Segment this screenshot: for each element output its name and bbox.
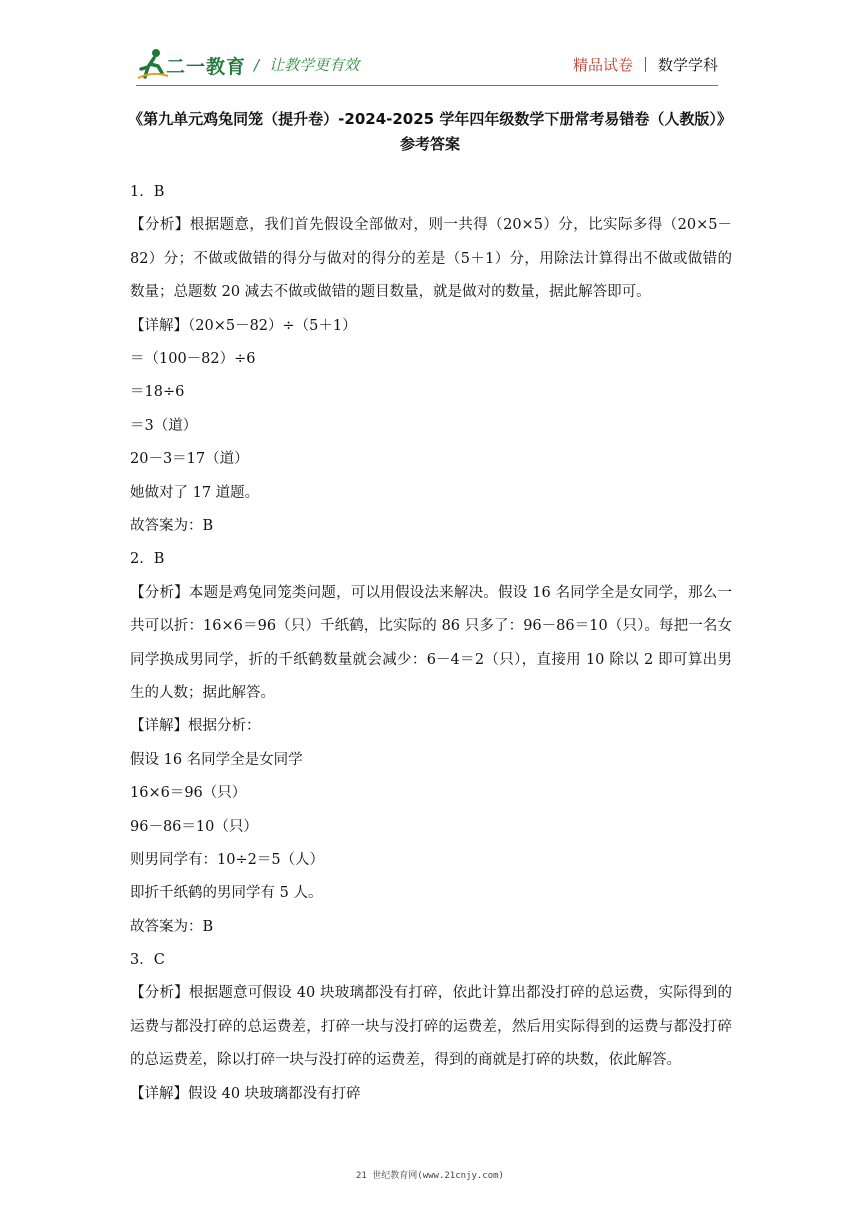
q1-step-4: 20－3＝17（道） — [130, 451, 249, 468]
page-header — [0, 0, 860, 100]
page-footer: 21 世纪教育网(www.21cnjy.com) — [356, 1171, 504, 1181]
q1-analysis: 【分析】根据题意，我们首先假设全部做对，则一共得（20×5）分，比实际多得（20×5－82）分；不做或做错的得分与做对的得分的差是（5＋1）分，用除法计算得出不做或做错的数量；总题数 20 减去不做或做错的题目数量，就是做对的数量，据此解答即可。 — [130, 217, 732, 301]
answer-content — [130, 176, 732, 1111]
q2-step-1: 假设 16 名同学全是女同学 — [130, 751, 303, 768]
q1-conclusion: 她做对了 17 道题。 — [130, 484, 260, 501]
q1-step-2: ＝18÷6 — [130, 384, 185, 401]
q2-detail: 【详解】根据分析： — [130, 718, 261, 735]
document-subtitle: 参考答案 — [399, 135, 460, 153]
q3-detail: 【详解】假设 40 块玻璃都没有打碎 — [130, 1085, 361, 1102]
slogan-text: 让教学更有效 — [269, 56, 360, 74]
q1-step-1: ＝（100－82）÷6 — [130, 351, 256, 367]
q3-analysis: 【分析】根据题意可假设 40 块玻璃都没有打碎，依此计算出都没打碎的总运费，实际得到的运费与都没打碎的总运费差，打碎一块与没打碎的运费差，然后用实际得到的运费与都没打碎的总运费差，除以打碎一块与没打碎的运费差，得到的商就是打碎的块数，依此解答。 — [130, 985, 732, 1069]
badge-divider — [645, 57, 646, 72]
q1-head: 1．B — [130, 184, 165, 200]
q1-step-3: ＝3（道） — [130, 417, 198, 434]
slogan — [254, 54, 359, 75]
header-rule — [136, 85, 718, 86]
q3-head: 3．C — [130, 952, 165, 969]
slogan-slash: / — [254, 56, 260, 74]
header-badges — [573, 54, 718, 75]
q1-detail: 【详解】（20×5－82）÷（5＋1） — [130, 317, 357, 334]
q2-conclusion: 即折千纸鹤的男同学有 5 人。 — [130, 885, 323, 902]
q2-analysis: 【分析】本题是鸡兔同笼类问题，可以用假设法来解决。假设 16 名同学全是女同学，那么一共可以折：16×6＝96（只）千纸鹤，比实际的 86 只多了：96－86＝10（只）。每把一名女同学换成男同学，折的千纸鹤数量就会减少：6－4＝2（只），直接用 10 除以 2 即可算出男生的人数；据此解答。 — [130, 584, 732, 701]
q2-head: 2．B — [130, 551, 165, 568]
document-title: 《第九单元鸡兔同笼（提升卷）-2024-2025 学年四年级数学下册常考易错卷（人教版）》 — [128, 110, 732, 128]
q2-step-3: 96－86＝10（只） — [130, 818, 258, 835]
q2-answer: 故答案为：B — [130, 918, 214, 935]
logo-text: 二一教育 — [166, 56, 247, 78]
runner-logo-icon — [136, 47, 170, 81]
badge-premium-paper: 精品试卷 — [572, 56, 633, 74]
q1-answer: 故答案为：B — [130, 517, 214, 534]
badge-subject: 数学学科 — [657, 56, 718, 74]
q2-step-2: 16×6＝96（只） — [130, 785, 247, 802]
q2-step-4: 则男同学有：10÷2＝5（人） — [130, 851, 325, 868]
